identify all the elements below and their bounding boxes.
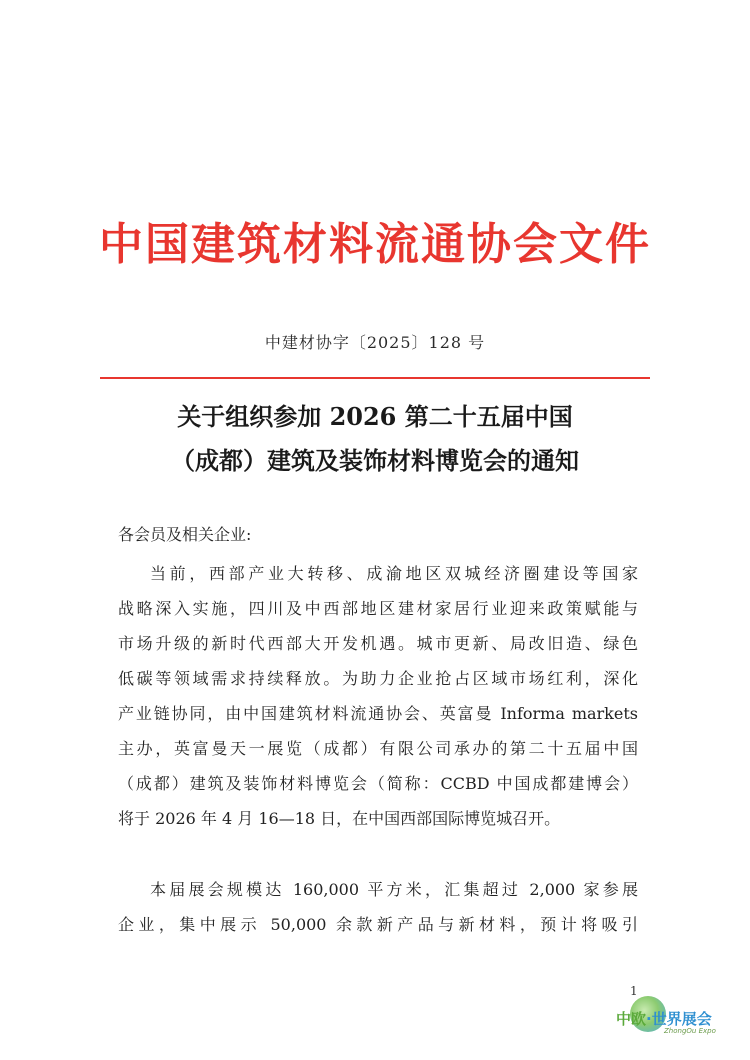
notice-title-line-1: 关于组织参加 2026 第二十五届中国 bbox=[177, 402, 573, 431]
paragraph-1 bbox=[118, 556, 638, 836]
paragraph-line: 产业链协同，由中国建筑材料流通协会、英富曼 Informa markets bbox=[118, 704, 638, 723]
issuer-header-title: 中国建筑材料流通协会文件 bbox=[99, 219, 651, 270]
paragraph-line: 本届展会规模达 160,000 平方米，汇集超过 2,000 家参展 bbox=[150, 880, 638, 899]
zhongou-expo-logo bbox=[614, 994, 734, 1044]
logo-text bbox=[616, 1008, 712, 1029]
paragraph-line: 当前，西部产业大转移、成渝地区双城经济圈建设等国家 bbox=[150, 564, 638, 583]
paragraph-line: 战略深入实施，四川及中西部地区建材家居行业迎来政策赋能与 bbox=[118, 599, 638, 618]
logo-text-green: 中欧 bbox=[616, 1010, 647, 1028]
red-divider bbox=[100, 377, 650, 379]
salutation: 各会员及相关企业: bbox=[118, 525, 252, 544]
paragraph-line: 低碳等领域需求持续释放。为助力企业抢占区域市场红利，深化 bbox=[118, 669, 638, 688]
notice-title-line-2: （成都）建筑及装饰材料博览会的通知 bbox=[171, 446, 579, 475]
paragraph-line: （成都）建筑及装饰材料博览会（简称：CCBD 中国成都建博会） bbox=[118, 774, 638, 793]
paragraph-line: 市场升级的新时代西部大开发机遇。城市更新、局改旧造、绿色 bbox=[118, 634, 638, 653]
notice-title bbox=[0, 395, 750, 483]
logo-text-blue: ·世界展会 bbox=[646, 1010, 712, 1028]
logo-text-english: ZhongOu Expo bbox=[664, 1027, 716, 1035]
paragraph-line: 企业，集中展示 50,000 余款新产品与新材料，预计将吸引 bbox=[118, 915, 638, 934]
document-number: 中建材协字〔2025〕128 号 bbox=[264, 333, 486, 352]
paragraph-line: 主办，英富曼天一展览（成都）有限公司承办的第二十五届中国 bbox=[118, 739, 638, 758]
paragraph-2 bbox=[118, 872, 638, 942]
page-number: 1 bbox=[630, 984, 638, 998]
paragraph-line: 将于 2026 年 4 月 16—18 日，在中国西部国际博览城召开。 bbox=[118, 809, 561, 828]
